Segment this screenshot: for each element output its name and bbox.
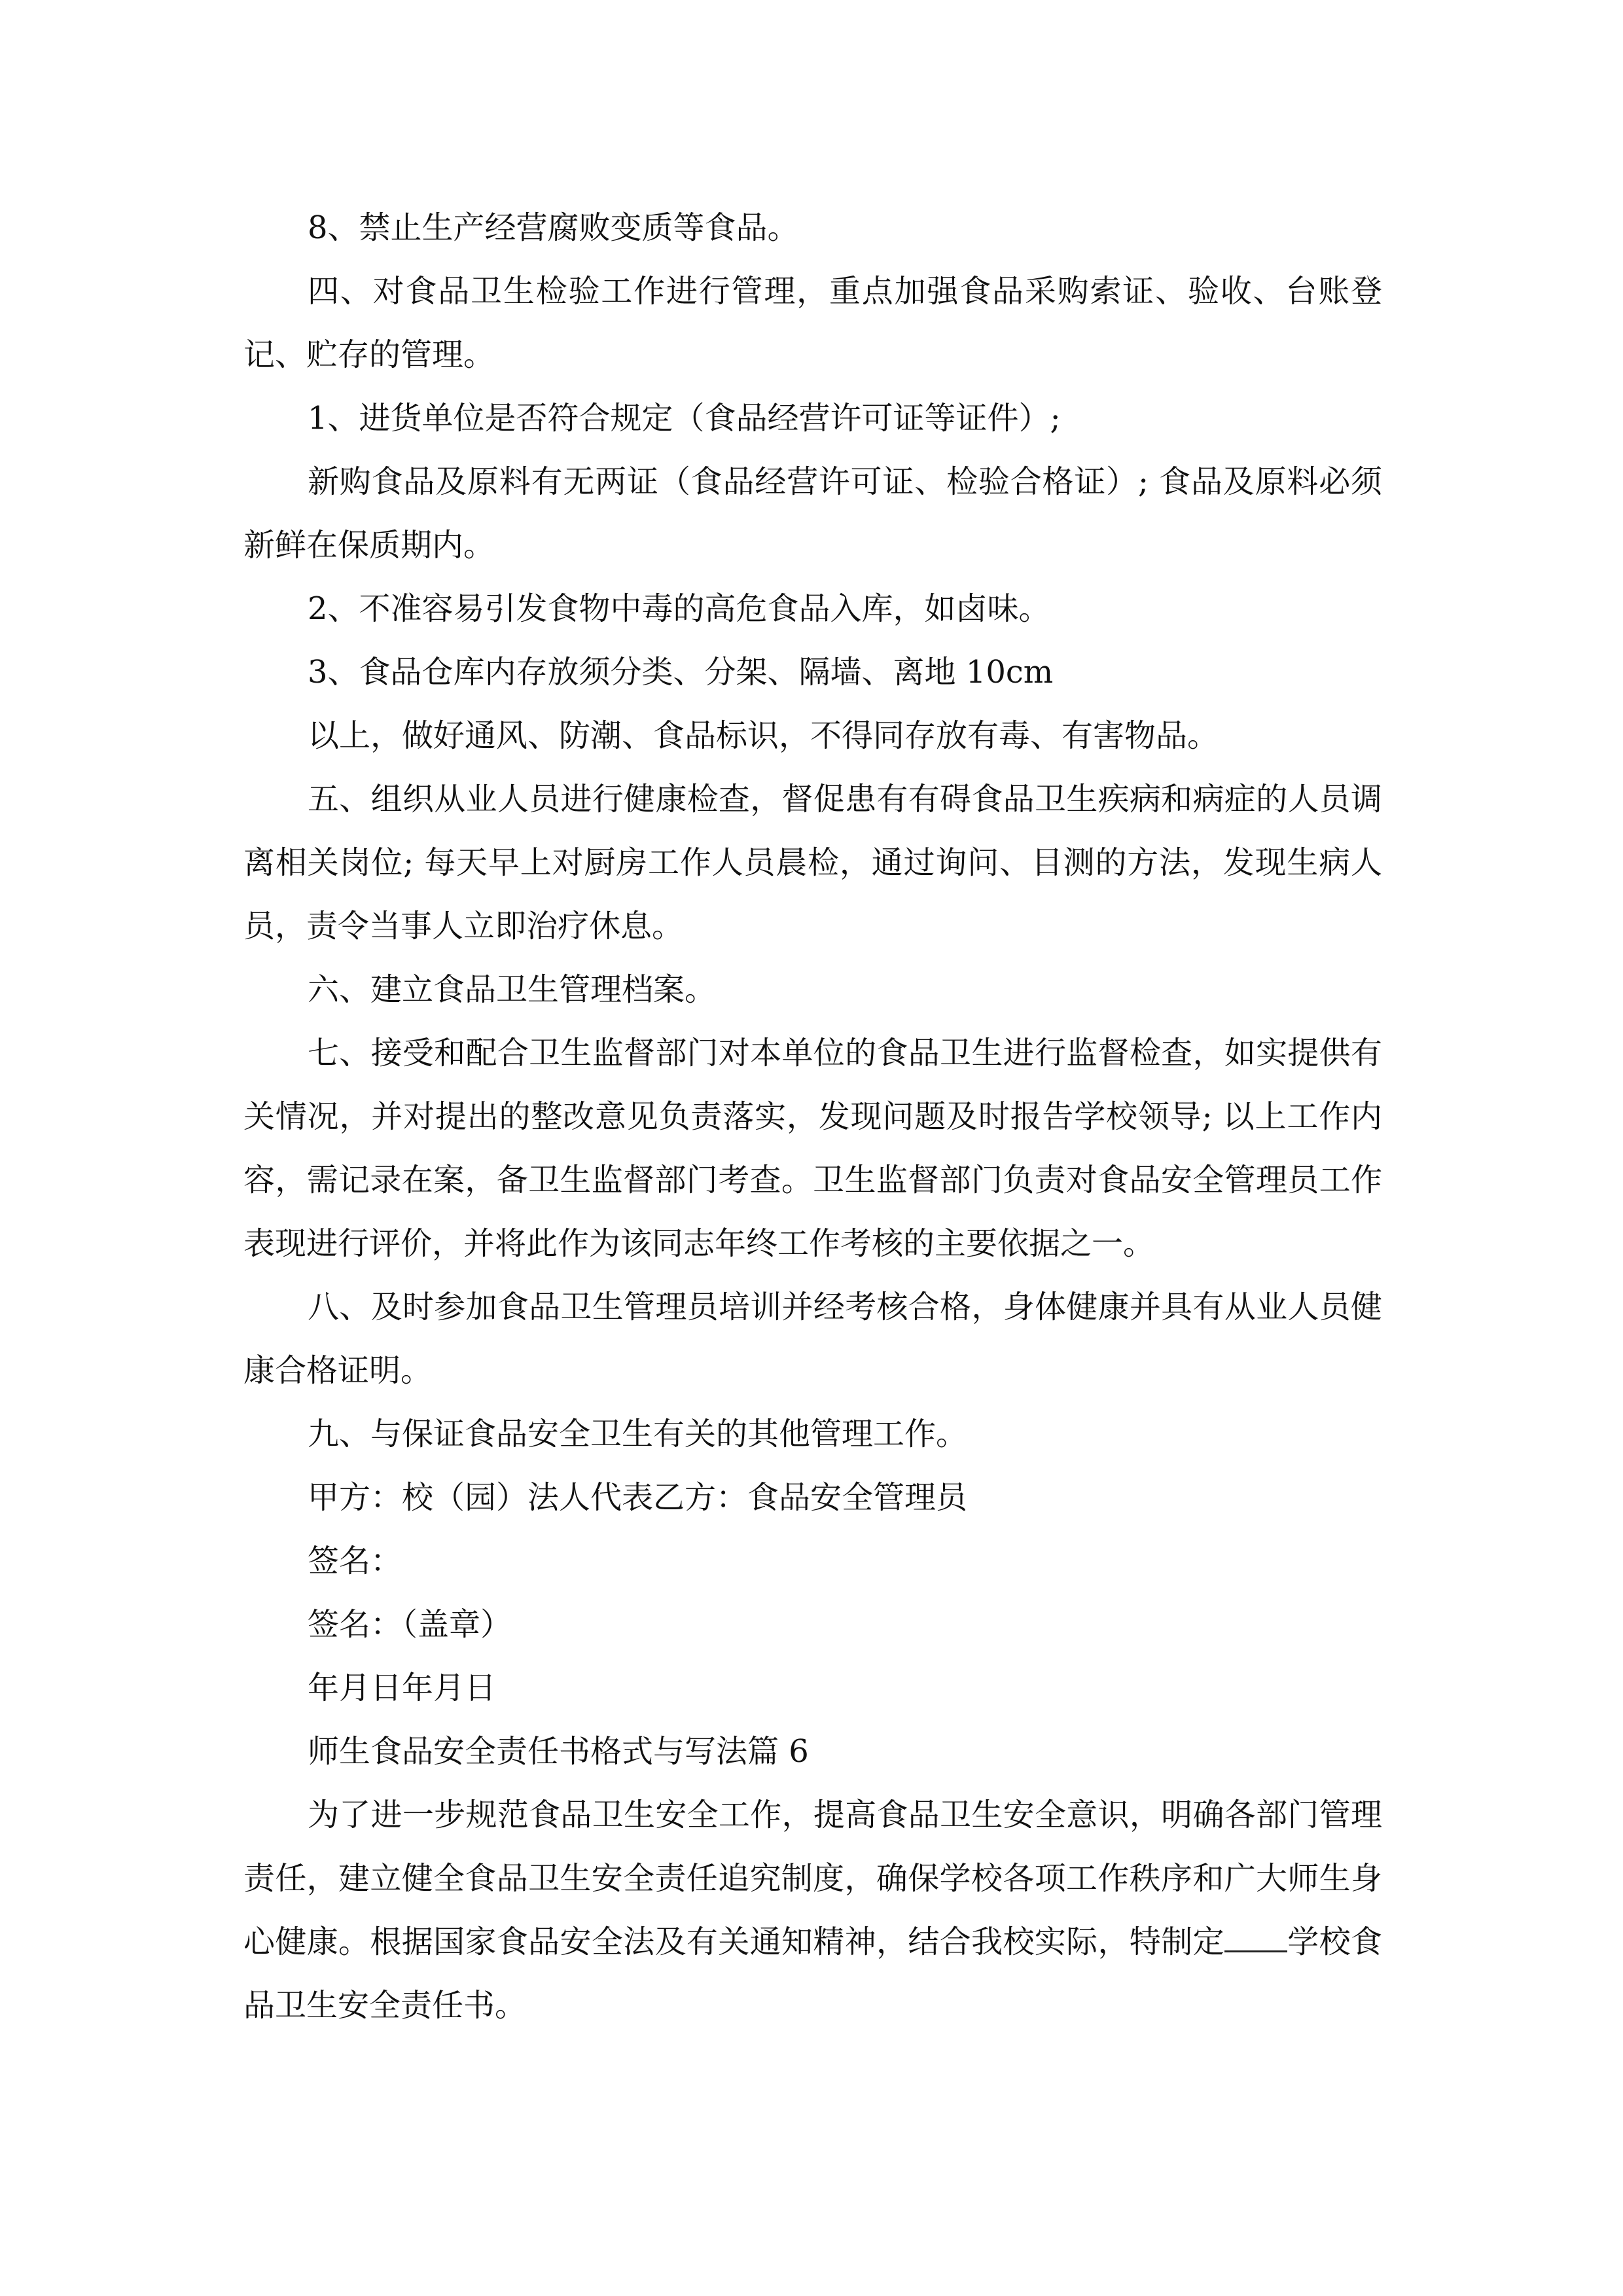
fill-in-blank (1224, 1924, 1287, 1952)
paragraph-section-9: 九、与保证食品安全卫生有关的其他管理工作。 (308, 1416, 968, 1452)
paragraph-item-3: 3、食品仓库内存放须分类、分架、隔墙、离地 10cm (308, 654, 1054, 691)
intro-text-end: 学校食品卫生安全责任书。 (243, 1924, 1382, 2024)
document-body (243, 196, 1382, 2037)
date-line: 年月日年月日 (308, 1670, 497, 1706)
paragraph-section-5: 五、组织从业人员进行健康检查，督促患有有碍食品卫生疾病和病症的人员调离相关岗位; 每天早上对厨房工作人员晨检，通过询问、目测的方法，发现生病人员，责令当事人立即治疗休息。 (243, 781, 1382, 944)
signature-parties: 甲方：校（园）法人代表乙方：食品安全管理员 (308, 1479, 968, 1516)
paragraph-section-7: 七、接受和配合卫生监督部门对本单位的食品卫生进行监督检查，如实提供有关情况，并对提出的整改意见负责落实，发现问题及时报告学校领导; 以上工作内容，需记录在案，备卫生监督部门考查。卫生监督部门负责对食品安全管理员工作表现进行评价，并将此作为该同志年终工作考核的主要依据之一。 (243, 1035, 1382, 1262)
intro-text: 为了进一步规范食品卫生安全工作，提高食品卫生安全意识，明确各部门管理责任，建立健全食品卫生安全责任追究制度，确保学校各项工作秩序和广大师生身心健康。根据国家食品安全法及有关通知精神，结合我校实际，特制定 (243, 1797, 1382, 1960)
paragraph-item-8: 8、禁止生产经营腐败变质等食品。 (308, 209, 799, 246)
paragraph-item-2: 2、不准容易引发食物中毒的高危食品入库，如卤味。 (308, 590, 1050, 627)
paragraph-section-4: 四、对食品卫生检验工作进行管理，重点加强食品采购索证、验收、台账登记、贮存的管理。 (243, 273, 1382, 373)
paragraph-intro (243, 1784, 1382, 2037)
paragraph-item-1: 1、进货单位是否符合规定（食品经营许可证等证件）; (308, 400, 1061, 437)
paragraph-section-8: 八、及时参加食品卫生管理员培训并经考核合格，身体健康并具有从业人员健康合格证明。 (243, 1289, 1382, 1389)
paragraph-above: 以上，做好通风、防潮、食品标识，不得同存放有毒、有害物品。 (308, 717, 1219, 754)
section-title: 师生食品安全责任书格式与写法篇 6 (308, 1733, 809, 1770)
paragraph-section-6: 六、建立食品卫生管理档案。 (308, 971, 717, 1008)
signature-line-2: 签名：（盖章） (308, 1606, 512, 1643)
signature-line-1: 签名： (308, 1543, 402, 1579)
paragraph-new-purchase: 新购食品及原料有无两证（食品经营许可证、检验合格证）; 食品及原料必须新鲜在保质期内。 (243, 463, 1382, 564)
